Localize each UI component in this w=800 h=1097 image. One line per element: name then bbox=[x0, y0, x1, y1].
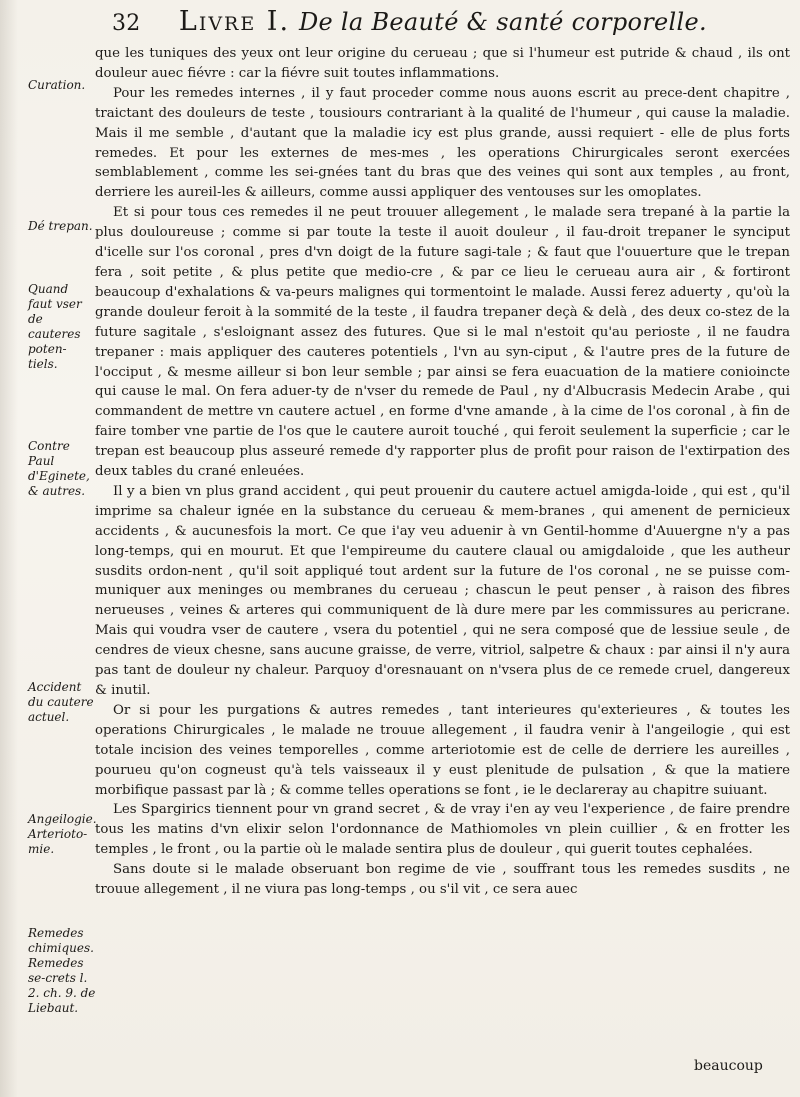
catchword: beaucoup bbox=[694, 1058, 763, 1074]
running-title: De la Beauté & santé corporelle. bbox=[298, 8, 707, 36]
margin-note-accident: Accident du cautere actuel. bbox=[28, 680, 94, 724]
paragraph: Sans doute si le malade obseruant bon regime de vie , souffrant tous les remedes susdits , ne trouue allegement , il ne viura pas long-temps , ou s'il vit , ce sera auec bbox=[95, 862, 790, 898]
margin-note-paul: Contre Paul d'Eginete, & autres. bbox=[28, 439, 90, 498]
margin-note-angeilogie: Angeilogie. Arterioto-mie. bbox=[28, 812, 97, 856]
paragraph: Les Spargirics tiennent pour vn grand secret , & de vray i'en ay veu l'experience , de faire prendre tous les matins d'vn elixir selon l'ordonnance de Mathiomoles vn plein cuillier , & en frotter les temples , le front , ou la partie où le malade sentira plus de douleur , qui guerit toutes cephalées. bbox=[95, 802, 790, 858]
paragraph: Et si pour tous ces remedes il ne peut trouuer allegement , le malade sera trepané à la partie la plus douloureuse ; comme si par toute la teste il auoit douleur , il fau-droit trepaner le synciput d'icelle sur l'os coronal , pres d'vn doigt de la future sagi-tale ; & faut que l'ouuerture que le trepan fera , soit petite , & plus petite que medio-cre , & par ce lieu le cerueau aura air , & fortiront beaucoup d'exhalations & va-peurs malignes qui tormentoint le malade. Aussi ferez aduerty , qu'où la grande douleur feroit à la sommité de la teste , il faudra trepaner deçà & delà , des deux co-stez de la future sagitale , s'esloignant assez des futures. Que si le mal n'estoit qu'au perioste , il ne faudra trepaner : mais appliquer des cauteres potentiels , l'vn au syn-ciput , & l'autre pres de la future de l'occiput , & mesme ailleur si bon leur semble ; par ainsi se fera euacuation de la matiere conioincte qui cause le mal. On fera aduer-ty de n'vser du remede de Paul , ny d'Albucrasis Medecin Arabe , qui commandent de mettre vn cautere actuel , en forme d'vne amande , à la cime de l'os coronal , à fin de faire tomber vne partie de l'os que le cautere auroit touché , qui feroit seulement la superficie ; car le trepan est beaucoup plus asseuré remede d'y rapporter plus de profit pour raison de l'extirpation des deux tables du crané enleuées. bbox=[95, 205, 790, 480]
main-text bbox=[95, 44, 790, 900]
margin-note-remedes: Remedes chimiques. Remedes se-crets l. 2. ch. 9. de Liebaut. bbox=[28, 926, 96, 1015]
book-label: Livre I. bbox=[178, 6, 291, 37]
paragraph: Il y a bien vn plus grand accident , qui peut prouenir du cautere actuel amigda-loide , qui est , qu'il imprime sa chaleur ignée en la substance du cerueau & mem-branes , qui amenent de pernicieux accidents , & aucunesfois la mort. Ce que i'ay veu aduenir à vn Gentil-homme d'Auuergne n'y a pas long-temps, qui en mourut. Et que l'empireume du cautere claual ou amigdaloide , que les autheur susdits ordon-nent , qu'il soit appliqué tout ardent sur la future de l'os coronal , ne se puisse com-muniquer aux meninges ou membranes du cerueau ; chascun le peut penser , à raison des fibres nerueuses , veines & arteres qui communiquent de là dure mere par les commissures au pericrane. Mais qui voudra vser de cautere , vsera du potentiel , qui ne sera composé que de lessiue seule , de cendres de vieux chesne, sans aucune graisse, de verre, vitriol, salpetre & chaux : par ainsi il n'y aura pas tant de douleur ny chaleur. Parquoy d'oresnauant on n'vsera plus de ce remede cruel, dangereux & inutil. bbox=[95, 483, 790, 698]
paragraph: Pour les remedes internes , il y faut proceder comme nous auons escrit au prece-dent chapitre , traictant des douleurs de teste , tousiours contrariant à la qualité de l'humeur , qui cause la maladie. Mais il me semble , d'autant que la maladie icy est plus grande, aussi requiert - elle de plus forts remedes. Et pour les externes de mes-mes , les operations Chirurgicales seront exercées semblablement , comme les sei-gnées tant du bras que des veines qui sont aux temples , au front, derriere les aureil-les & ailleurs, comme aussi appliquer des ventouses sur les omoplates. bbox=[95, 85, 790, 201]
margin-note-trepan: Dé trepan. bbox=[28, 219, 93, 233]
margin-note-cauteres: Quand faut vser de cauteres poten-tiels. bbox=[28, 282, 82, 371]
paragraph: que les tuniques des yeux ont leur origine du cerueau ; que si l'humeur est putride & chaud , ils ont douleur auec fiévre : car la fiévre suit toutes inflammations. bbox=[95, 46, 790, 81]
paragraph: Or si pour les purgations & autres remedes , tant interieures qu'exterieures , & toutes les operations Chirurgicales , le malade ne trouue allegement , il faudra venir à l'angeilogie , qui est totale incision des veines temporelles , comme arteriotomie est de celle de derriere les aureilles , pourueu qu'on cogneust qu'à tels vaisseaux il y eust plenitude de pulsation , & que la matiere morbifique passast par là ; & comme telles operations se font , ie le declareray au chapitre suiuant. bbox=[95, 702, 790, 798]
margin-note-curation: Curation. bbox=[28, 78, 86, 92]
page-number: 32 bbox=[112, 11, 141, 36]
page-edge-shadow bbox=[0, 0, 18, 1097]
running-header bbox=[112, 6, 772, 42]
